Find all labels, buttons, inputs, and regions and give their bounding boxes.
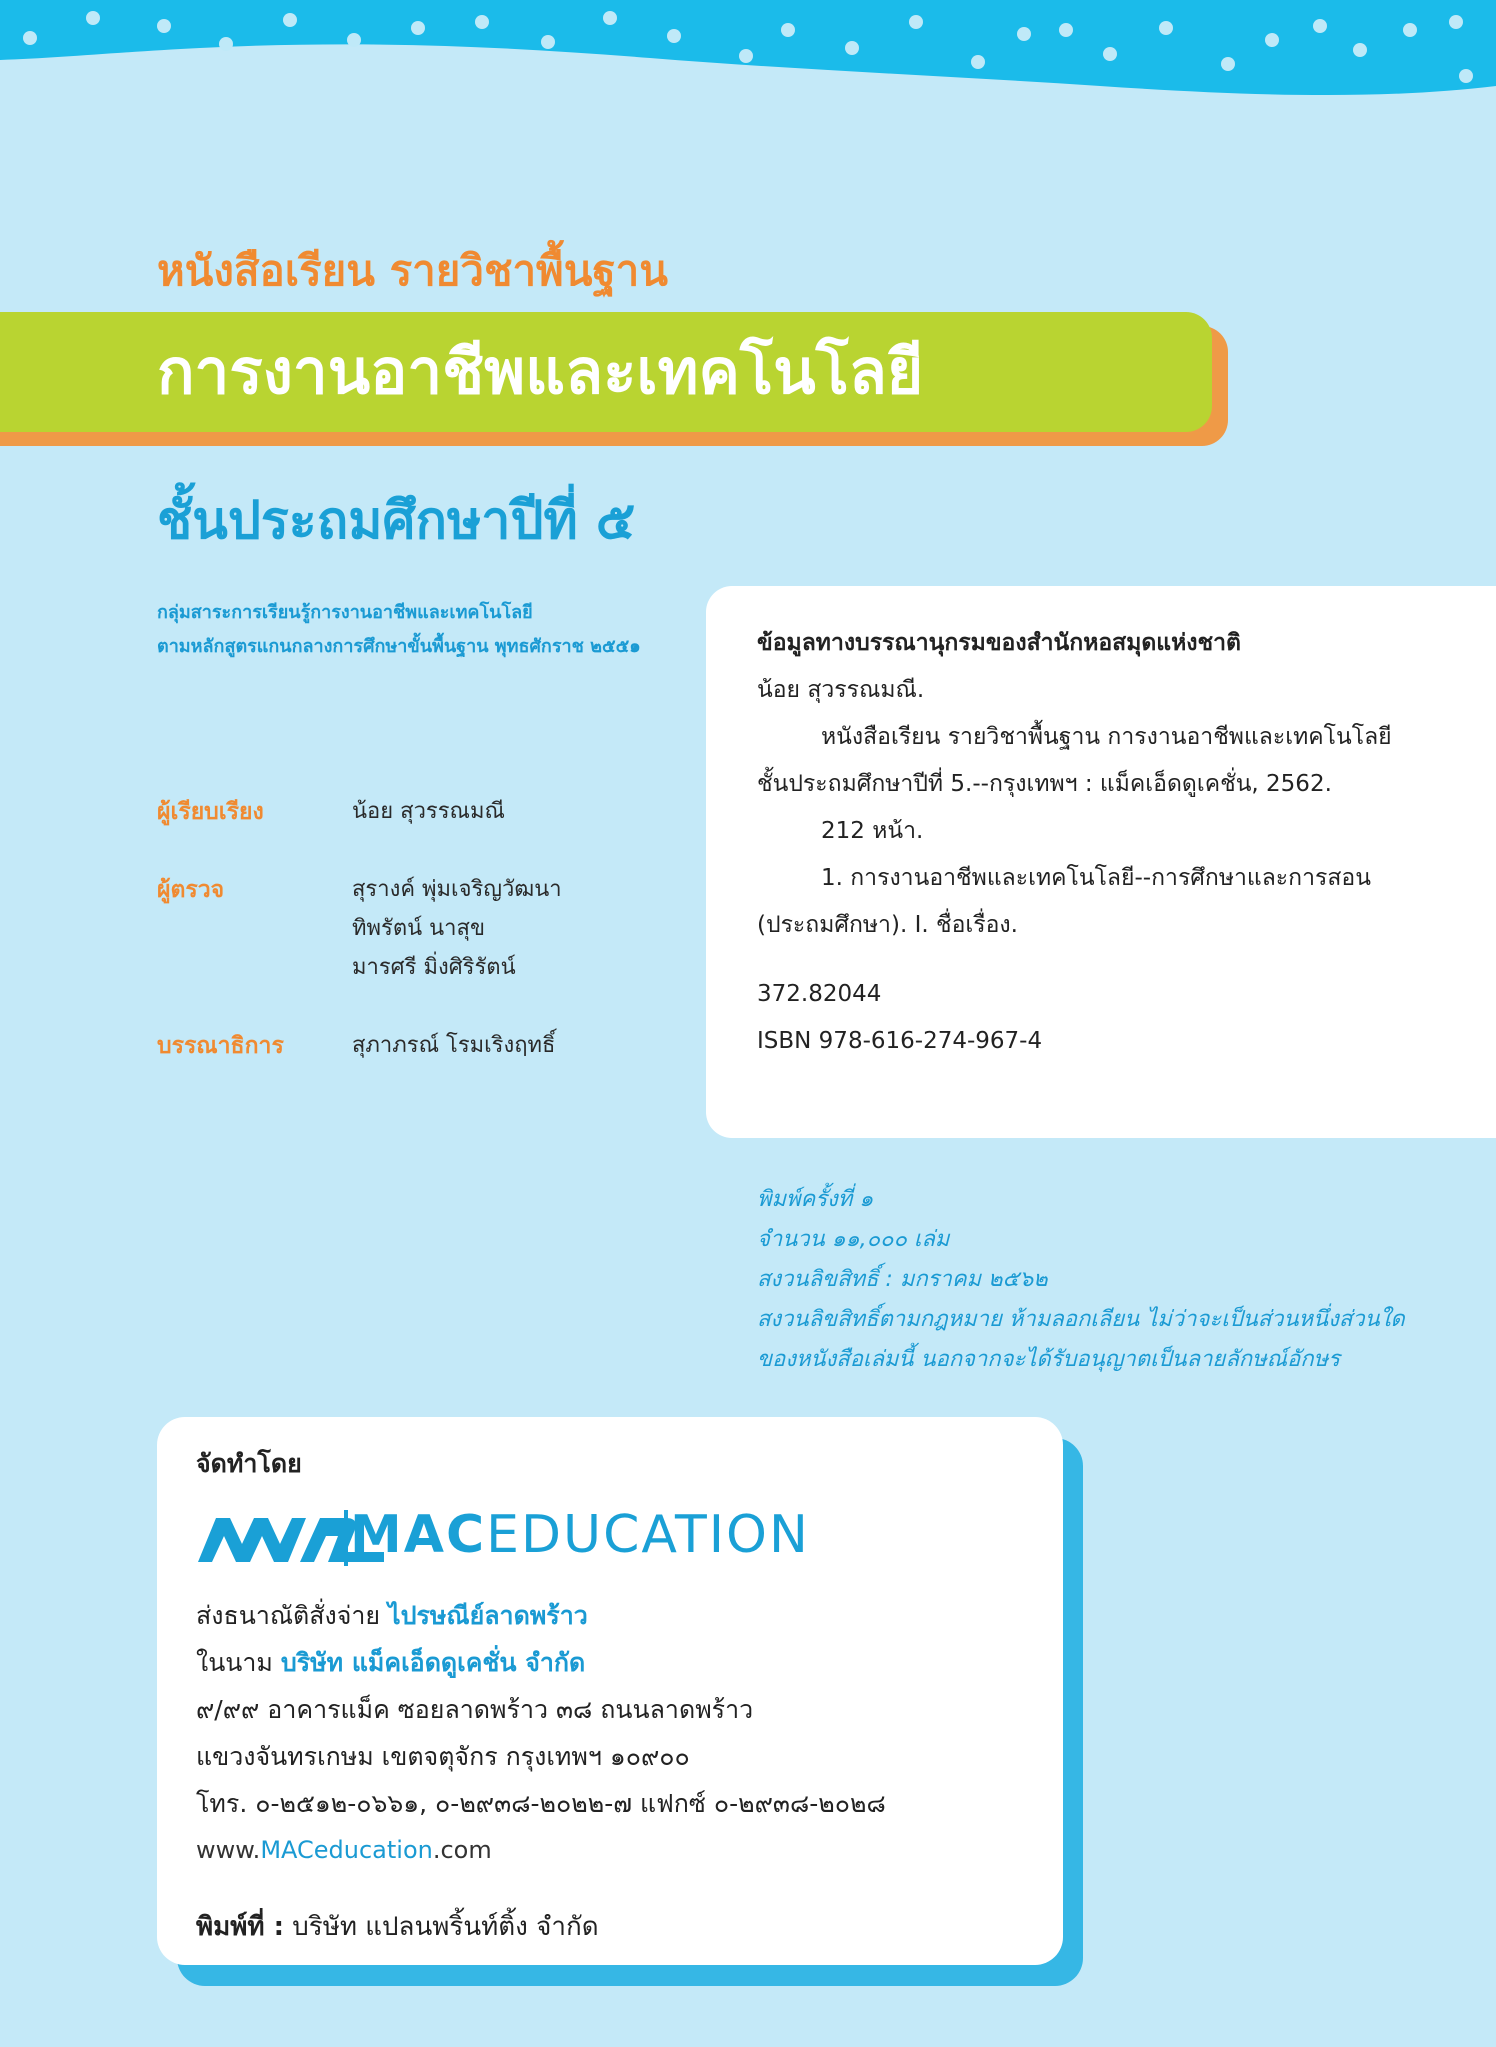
printing-info: [757, 1180, 1405, 1380]
payee-prefix: ในนาม: [196, 1648, 281, 1677]
cip-subject-line-1: 1. การงานอาชีพและเทคโนโลยี--การศึกษาและการสอน: [821, 865, 1371, 891]
reviewer-name: มารศรี มิ่งศิริรัตน์: [352, 955, 516, 980]
editor-label: บรรณาธิการ: [157, 1033, 284, 1059]
cip-heading: ข้อมูลทางบรรณานุกรมของสำนักหอสมุดแห่งชาติ: [757, 630, 1241, 656]
reviewer-name: สุรางค์ พุ่มเจริญวัฒนา: [352, 877, 562, 902]
copyright-notice-line-2: ของหนังสือเล่มนี้ นอกจากจะได้รับอนุญาตเป็นลายลักษณ์อักษร: [757, 1347, 1340, 1372]
grade-title: ชั้นประถมศึกษาปีที่ ๕: [157, 491, 636, 551]
phone-line: โทร. ๐-๒๕๑๒-๐๖๖๑, ๐-๒๙๓๘-๒๐๒๒-๗ แฟกซ์ ๐-๒๙๓๘-๒๐๒๘: [196, 1789, 886, 1818]
web-prefix: www.: [196, 1836, 261, 1864]
cip-isbn: ISBN 978-616-274-967-4: [757, 1028, 1043, 1054]
web-suffix: .com: [432, 1836, 492, 1864]
cip-subject-line-2: (ประถมศึกษา). I. ชื่อเรื่อง.: [757, 912, 1018, 938]
logo-mac: MAC: [350, 1505, 487, 1565]
curriculum-group-line-2: ตามหลักสูตรแกนกลางการศึกษาขั้นพื้นฐาน พุทธศักราช ๒๕๕๑: [157, 636, 641, 657]
subject-title: การงานอาชีพและเทคโนโลยี: [157, 335, 924, 408]
web-domain: MACeducation: [260, 1836, 433, 1864]
publisher-heading: จัดทำโดย: [196, 1449, 302, 1478]
editor-name: สุภาภรณ์ โรมเริงฤทธิ์: [352, 1033, 556, 1058]
money-order-line: [196, 1592, 886, 1639]
cip-record: [757, 620, 1457, 1065]
cip-pages: 212 หน้า.: [821, 818, 924, 844]
cip-class-number: 372.82044: [757, 981, 882, 1007]
curriculum-group: [157, 596, 641, 664]
author-name: น้อย สุวรรณมณี: [352, 799, 505, 824]
reviewer-label: ผู้ตรวจ: [157, 877, 225, 903]
printer-name: บริษัท แปลนพริ้นท์ติ้ง จำกัด: [284, 1912, 599, 1942]
copyright-date: สงวนลิขสิทธิ์ : มกราคม ๒๕๖๒: [757, 1267, 1048, 1292]
reviewer-list: [352, 870, 562, 987]
copyright-notice-line-1: สงวนลิขสิทธิ์ตามกฎหมาย ห้ามลอกเลียน ไม่ว่าจะเป็นส่วนหนึ่งส่วนใด: [757, 1307, 1405, 1332]
copies-text: จำนวน ๑๑,๐๐๐ เล่ม: [757, 1227, 950, 1252]
series-title: หนังสือเรียน รายวิชาพื้นฐาน: [157, 246, 668, 295]
cip-title-line-2: ชั้นประถมศึกษาปีที่ 5.--กรุงเทพฯ : แม็คเอ็ดดูเคชั่น, 2562.: [757, 771, 1332, 797]
money-order-office: ไปรษณีย์ลาดพร้าว: [388, 1601, 588, 1630]
edition-text: พิมพ์ครั้งที่ ๑: [757, 1187, 874, 1212]
address-line-1: ๙/๙๙ อาคารแม็ค ซอยลาดพร้าว ๓๘ ถนนลาดพร้าว: [196, 1695, 754, 1724]
payee-name: บริษัท แม็คเอ็ดดูเคชั่น จำกัด: [280, 1648, 586, 1677]
curriculum-group-line-1: กลุ่มสาระการเรียนรู้การงานอาชีพและเทคโนโลยี: [157, 602, 533, 623]
payee-line: [196, 1639, 886, 1686]
website-link[interactable]: [196, 1827, 886, 1874]
mac-logo-wordmark: [350, 1500, 810, 1570]
reviewer-name: ทิพรัตน์ นาสุข: [352, 916, 485, 941]
publisher-contact: [196, 1592, 886, 1874]
address-line-2: แขวงจันทรเกษม เขตจตุจักร กรุงเทพฯ ๑๐๙๐๐: [196, 1742, 690, 1771]
logo-education: EDUCATION: [486, 1505, 810, 1565]
cip-author: น้อย สุวรรณมณี.: [757, 677, 925, 703]
author-label: ผู้เรียบเรียง: [157, 799, 264, 825]
money-order-prefix: ส่งธนาณัติสั่งจ่าย: [196, 1601, 389, 1630]
printer-label: พิมพ์ที่ :: [196, 1912, 285, 1942]
cip-title-line-1: หนังสือเรียน รายวิชาพื้นฐาน การงานอาชีพและเทคโนโลยี: [821, 724, 1392, 750]
top-wave-decoration: [0, 0, 1496, 110]
printer-line: [196, 1906, 599, 1947]
